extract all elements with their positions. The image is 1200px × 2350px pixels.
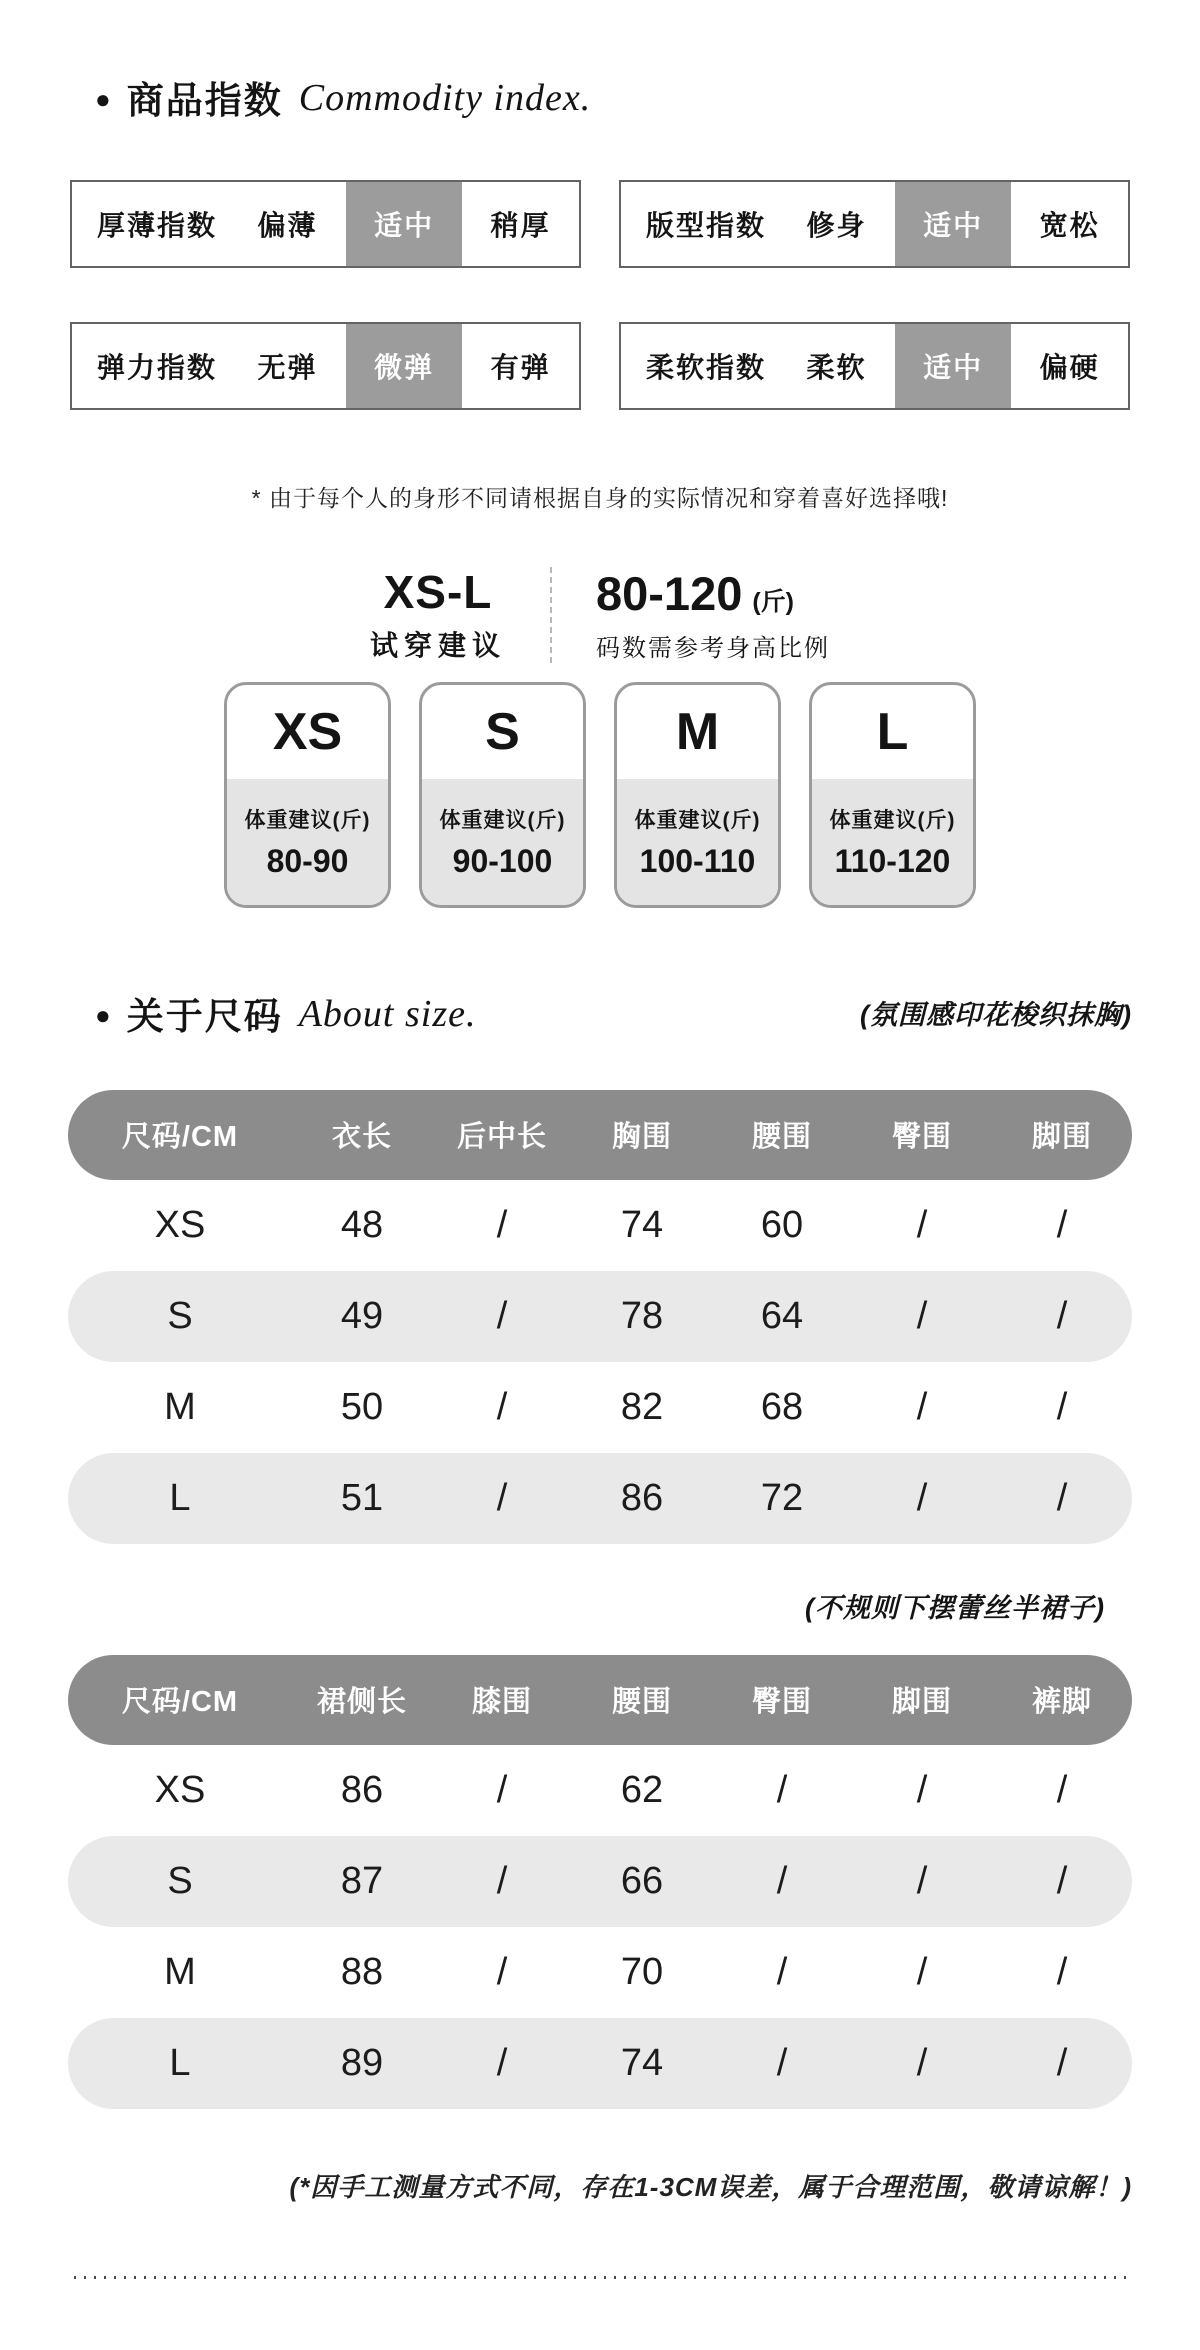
table-cell: L [169,2041,191,2084]
commodity-index-title-en: Commodity index. [298,77,592,119]
about-size-title [95,986,477,1040]
index-box-softness [619,322,1130,410]
table-cell: 72 [760,1476,804,1519]
table-cell: 60 [760,1203,804,1246]
body-shape-note: * 由于每个人的身形不同请根据自身的实际情况和穿着喜好选择哦! [251,485,949,511]
size-card-weight: 100-110 [639,842,756,879]
size-card-hint: 体重建议(斤) [439,808,566,832]
column-header: 脚围 [1031,1121,1092,1154]
table-cell: / [1056,2041,1068,2084]
measurement-tolerance-note: (*因手工测量方式不同，存在1-3CM误差，属于合理范围，敬请谅解！) [289,2171,1132,2202]
table-cell: / [776,2041,788,2084]
column-header: 腰围 [751,1121,812,1154]
about-size-title-zh: 关于尺码 [126,995,283,1037]
size-card-hint: 体重建议(斤) [634,808,761,832]
table-cell: 50 [340,1385,384,1428]
fit-weight-range: 80-120 [596,566,743,620]
table-cell: M [164,1950,196,1993]
index-box-elasticity [70,322,581,410]
table-cell: / [776,1768,788,1811]
index-box-label: 柔软指数 [646,352,767,383]
table-cell: / [1056,1294,1068,1337]
size-card-m [614,682,781,908]
table-cell: / [1056,1385,1068,1428]
index-option: 宽松 [1039,210,1100,241]
table-cell: S [167,1294,193,1337]
table-cell: / [496,1768,508,1811]
fit-size-range-block [370,567,506,664]
column-header: 尺码/CM [121,1121,239,1154]
index-box-thickness [70,180,581,268]
size-card-weight: 80-90 [266,842,349,879]
size-table-skirt-header [68,1655,1132,1745]
size-card-hint: 体重建议(斤) [244,808,371,832]
size-card-s [419,682,586,908]
size-card-letter: M [675,702,720,761]
table-cell: / [776,1950,788,1993]
table-cell: 48 [340,1203,384,1246]
column-header: 膝围 [471,1686,532,1719]
table-cell: / [916,2041,928,2084]
table-cell: / [916,1859,928,1902]
index-option-selected: 适中 [895,182,1012,266]
dotted-divider [74,2276,1126,2279]
table-cell: 49 [340,1294,384,1337]
table-cell: 88 [340,1950,384,1993]
table-cell: / [496,1476,508,1519]
index-option-selected: 适中 [346,182,463,266]
size-card-xs [224,682,391,908]
column-header: 裤脚 [1031,1686,1092,1719]
index-option: 偏硬 [1039,352,1100,383]
table-row [68,1180,1132,1271]
table-cell: / [916,1294,928,1337]
size-card-hint: 体重建议(斤) [829,808,956,832]
table-cell: XS [154,1768,206,1811]
size-card-bottom [812,779,973,905]
index-option-selected: 微弹 [346,324,463,408]
index-box-cut [619,180,1130,268]
table-cell: / [1056,1859,1068,1902]
table-row [68,1271,1132,1362]
fit-weight-unit: (斤) [752,587,795,616]
table-cell: / [1056,1203,1068,1246]
column-header: 臀围 [891,1121,952,1154]
table-cell: M [164,1385,196,1428]
column-header: 衣长 [331,1121,392,1154]
table-cell: 86 [340,1768,384,1811]
dashed-divider [550,567,552,663]
table-cell: L [169,1476,191,1519]
column-header: 后中长 [456,1121,547,1154]
bullet-icon: ● [95,84,111,114]
table-cell: / [916,1385,928,1428]
table-cell: XS [154,1203,206,1246]
column-header: 胸围 [611,1121,672,1154]
size-card-letter: L [876,702,909,761]
table-row [68,1453,1132,1544]
size-card-letter: S [485,702,520,761]
table-cell: 68 [760,1385,804,1428]
index-option: 稍厚 [490,210,551,241]
table-row [68,1362,1132,1453]
commodity-index-title [95,70,1200,124]
table-row [68,1745,1132,1836]
column-header: 臀围 [751,1686,812,1719]
table-cell: / [1056,1476,1068,1519]
table-cell: / [916,1768,928,1811]
table-cell: 82 [620,1385,664,1428]
size-card-bottom [422,779,583,905]
size-table-top-header [68,1090,1132,1180]
table-cell: / [496,1950,508,1993]
index-box-label: 版型指数 [646,210,767,241]
size-card-letter: XS [272,702,343,761]
table-cell: 74 [620,2041,664,2084]
table-cell: 86 [620,1476,664,1519]
index-option-selected: 适中 [895,324,1012,408]
fit-size-range-sub: 试穿建议 [369,629,506,661]
table-cell: 62 [620,1768,664,1811]
column-header: 尺码/CM [121,1686,239,1719]
commodity-index-title-zh: 商品指数 [126,80,283,121]
table-cell: 51 [340,1476,384,1519]
table-cell: / [496,1203,508,1246]
size-card-bottom [227,779,388,905]
fit-weight-sub: 码数需参考身高比例 [596,634,830,662]
table-cell: S [167,1859,193,1902]
index-option: 偏薄 [257,210,318,241]
index-option: 修身 [806,210,867,241]
fit-size-range: XS-L [383,566,493,618]
table-cell: / [496,1294,508,1337]
garment2-label: (不规则下摆蕾丝半裙子) [805,1592,1105,1623]
size-card-weight: 90-100 [452,842,553,879]
table-cell: 87 [340,1859,384,1902]
bullet-icon: ● [95,999,111,1030]
size-cards [0,682,1200,908]
table-cell: 78 [620,1294,664,1337]
table-cell: / [1056,1768,1068,1811]
index-option: 无弹 [257,352,318,383]
about-size-title-en: About size. [298,992,477,1035]
column-header: 脚围 [891,1686,952,1719]
table-cell: / [916,1476,928,1519]
table-cell: 74 [620,1203,664,1246]
fit-weight-block [596,568,830,663]
table-cell: 89 [340,2041,384,2084]
table-cell: / [916,1203,928,1246]
column-header: 腰围 [611,1686,672,1719]
table-cell: 64 [760,1294,804,1337]
table-cell: / [496,2041,508,2084]
index-option: 柔软 [806,352,867,383]
size-table-skirt [68,1655,1132,2109]
commodity-index-grid [70,180,1130,410]
index-box-label: 弹力指数 [97,352,218,383]
index-option: 有弹 [490,352,551,383]
table-cell: 70 [620,1950,664,1993]
fit-suggestion [0,567,1200,664]
column-header: 裙侧长 [316,1686,407,1719]
size-card-weight: 110-120 [834,842,951,879]
table-cell: / [496,1385,508,1428]
table-cell: / [1056,1950,1068,1993]
size-card-l [809,682,976,908]
table-cell: / [916,1950,928,1993]
garment1-label: (氛围感印花梭织抹胸) [860,1000,1132,1031]
size-card-bottom [617,779,778,905]
size-table-top [68,1090,1132,1544]
table-row [68,1927,1132,2018]
index-box-label: 厚薄指数 [97,210,218,241]
table-cell: / [496,1859,508,1902]
about-size-header [95,986,1132,1040]
table-cell: 66 [620,1859,664,1902]
table-row [68,1836,1132,1927]
table-row [68,2018,1132,2109]
table-cell: / [776,1859,788,1902]
